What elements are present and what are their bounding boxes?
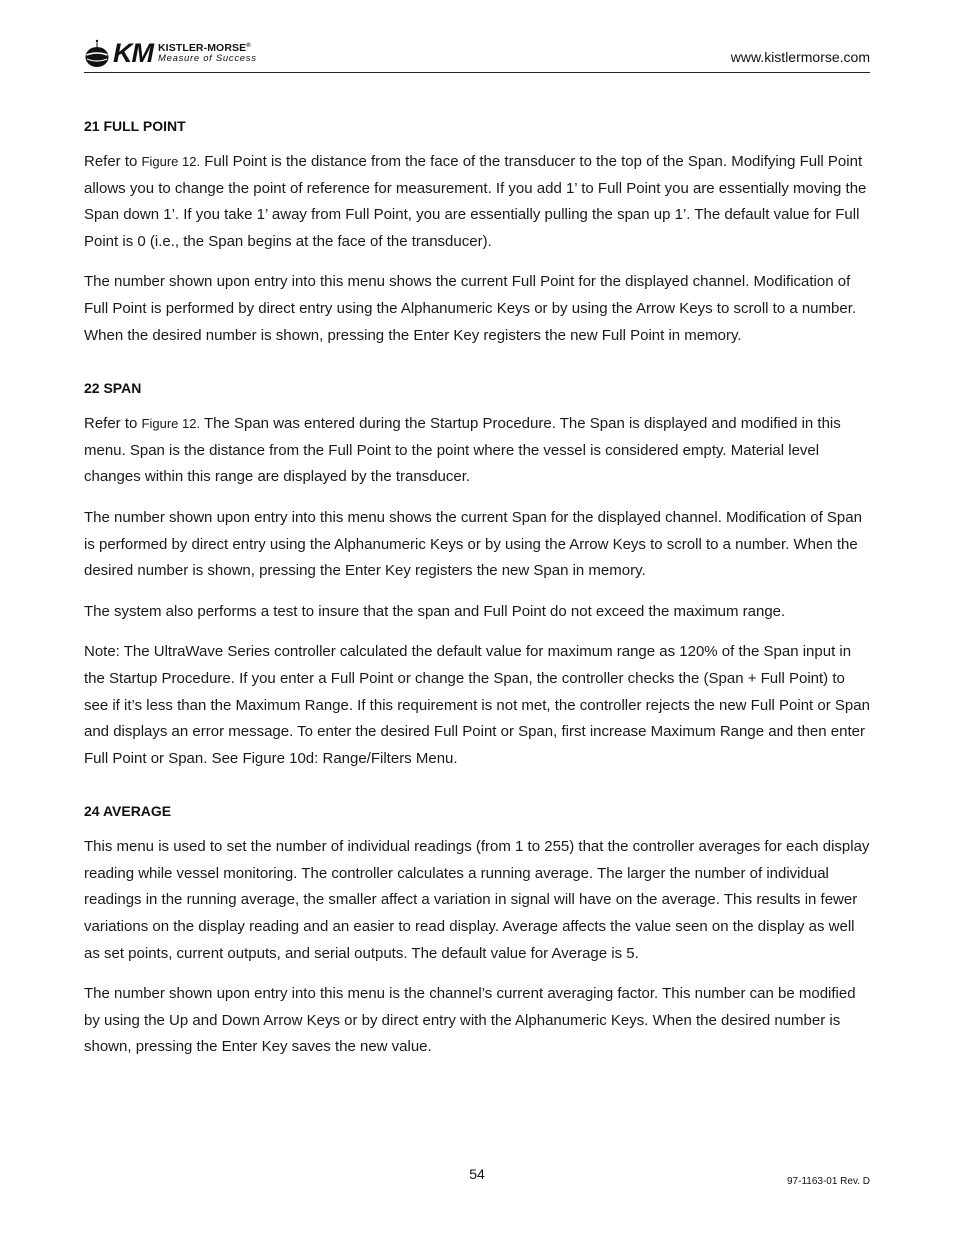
paragraph (84, 149, 870, 255)
logo-registered-mark: ® (246, 42, 251, 49)
section-span (84, 379, 870, 772)
logo-tagline: Measure of Success (158, 53, 257, 64)
paragraph-text: Note: The UltraWave Series controller calculated the default value for maximum range as 120% of the Span input in the Startup Procedure. If you enter a Full Point or change the Span, the controller checks the (Span + Full Point) to see if it’s less than the Maximum Range. If this requirement is not met, the controller rejects the new Full Point or Span and displays an error message. To enter the desired Full Point or Span, first increase Maximum Range and then enter Full Point or Span. See (84, 643, 870, 767)
paragraph-text: Full Point is the distance from the face of the transducer to the top of the Span. Modifying Full Point allows you to change the point of reference for measurement. If you add 1’ to Full Point you are essentially moving the Span down 1’. If you take 1’ away from Full Point, you are essentially pulling the span up 1’. The default value for Full Point is 0 (i.e., the Span begins at the face of the transducer). (84, 153, 867, 250)
paragraph: The number shown upon entry into this menu is the channel’s current averaging factor. This number can be modified by using the Up and Down Arrow Keys or by direct entry with the Alphanumeric Keys. When the desired number is shown, pressing the Enter Key saves the new value. (84, 985, 856, 1056)
logo-brand (158, 43, 257, 54)
document-number: 97-1163-01 Rev. D (786, 1176, 870, 1187)
page-header (84, 34, 870, 73)
logo-km: KM (113, 37, 153, 68)
paragraph-tail: . (453, 749, 458, 767)
paragraph-lead: Refer to (84, 153, 142, 170)
logo-brand-name: KISTLER-MORSE (158, 41, 247, 54)
paragraph: This menu is used to set the number of individual readings (from 1 to 255) that the controller averages for each display reading while vessel monitoring. The controller calculates a running average. The larger the number of individual readings in the running average, the smaller affect a variation in signal will have on the average. This results in fewer variations on the display reading and an easier to read display. Average affects the value seen on the display as well as set points, current outputs, and serial outputs. The default value for Average is 5. (84, 838, 870, 962)
paragraph: The number shown upon entry into this menu shows the current Full Point for the displayed channel. Modification of Full Point is performed by direct entry using the Alphanumeric Keys or by using the Arrow Keys to scroll to a number. When the desired number is shown, pressing the Enter Key registers the new Full Point in memory. (84, 273, 857, 344)
paragraph-lead: Refer to (84, 415, 142, 433)
figure-reference: Figure 12. (141, 416, 201, 432)
section-heading: 22 SPAN (84, 380, 142, 397)
kistler-morse-logo (84, 36, 257, 70)
section-average (84, 802, 870, 1061)
page-content (84, 117, 870, 1075)
paragraph: The system also performs a test to insure that the span and Full Point do not exceed the maximum range. (84, 602, 786, 620)
paragraph (84, 411, 870, 491)
website-url: www.kistlermorse.com (730, 49, 870, 65)
page-number: 54 (469, 1166, 485, 1182)
section-heading: 21 FULL POINT (84, 118, 186, 134)
logo-text (158, 43, 257, 64)
logo-globe-icon (84, 38, 110, 68)
note-paragraph (84, 639, 870, 772)
section-heading: 24 AVERAGE (84, 803, 172, 820)
figure-reference: Figure 10d: Range/Filters Menu (242, 749, 454, 767)
paragraph: The number shown upon entry into this menu shows the current Span for the displayed channel. Modification of Span is performed by direct entry using the Alphanumeric Keys or by using the Arrow Keys to scroll to a number. When the desired number is shown, pressing the Enter Key registers the new Span in memory. (84, 508, 862, 580)
figure-reference: Figure 12. (141, 154, 201, 169)
section-full-point (84, 117, 870, 349)
paragraph-text: The Span was entered during the Startup Procedure. The Span is displayed and modified in this menu. Span is the distance from the Full Point to the point where the vessel is considered empty. Material level changes within this range are displayed by the transducer. (84, 415, 841, 486)
